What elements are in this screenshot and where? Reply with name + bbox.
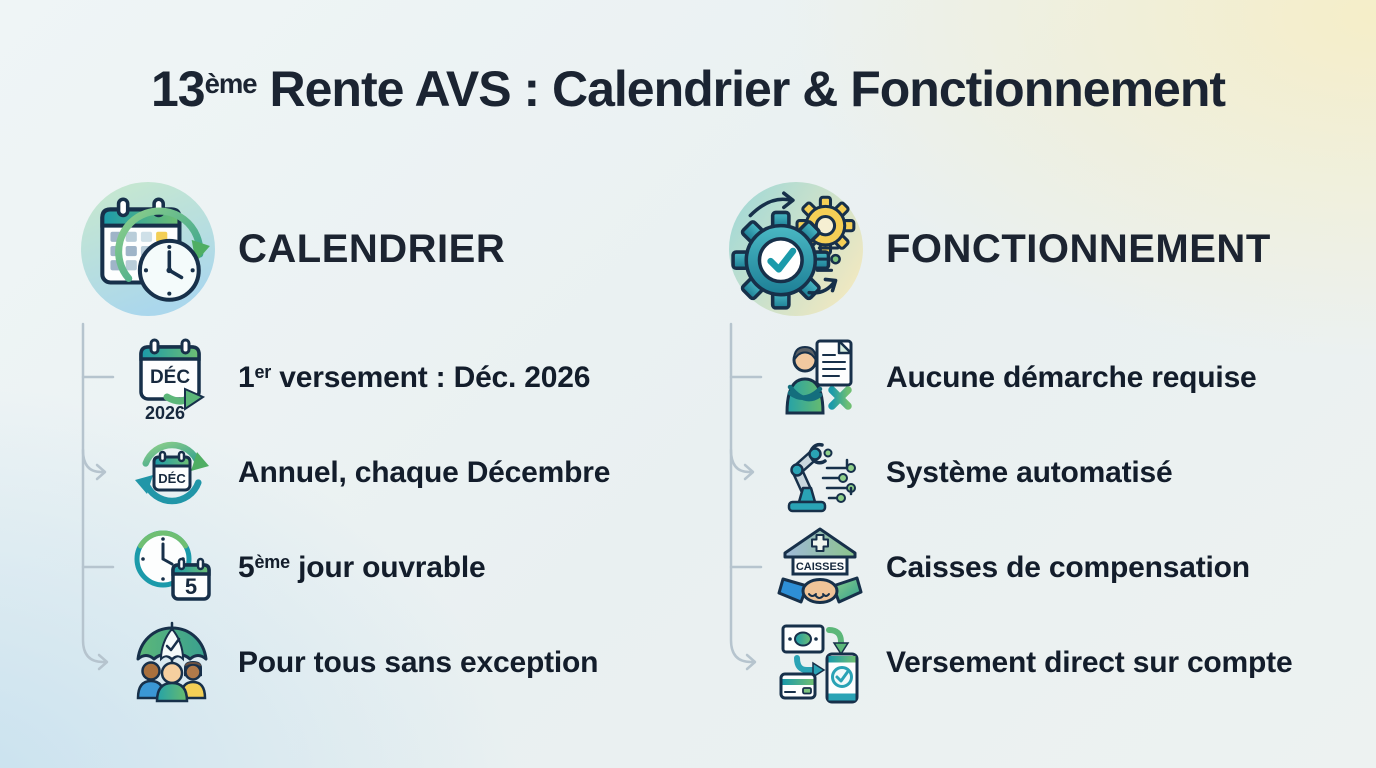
person-no-paperwork-icon [774, 333, 866, 423]
calendar-clock-icon [80, 181, 216, 317]
list-item-label: 1er versement : Déc. 2026 [238, 360, 591, 394]
column-calendrier [80, 180, 720, 720]
list-item-label: Caisses de compensation [886, 550, 1250, 584]
robot-arm-icon [774, 428, 866, 518]
list-item-versement-direct [728, 615, 1368, 710]
column-fonctionnement [728, 180, 1368, 720]
title-superscript: ème [204, 67, 257, 99]
fonctionnement-title: FONCTIONNEMENT [886, 226, 1271, 271]
icon-label-dec: DÉC [149, 366, 191, 388]
list-item-jour-ouvrable [80, 520, 720, 615]
list-item-versement [80, 330, 720, 425]
list-item-label: Aucune démarche requise [886, 360, 1257, 394]
list-item-annuel [80, 425, 720, 520]
title-number: 13 [150, 61, 205, 117]
list-item-aucune-demarche [728, 330, 1368, 425]
title-text: Rente AVS : Calendrier & Fonctionnement [256, 61, 1226, 117]
icon-label-caisses: CAISSES [795, 560, 845, 573]
page-title [0, 60, 1376, 118]
calendrier-rows [80, 330, 720, 710]
icon-label-2026: 2026 [144, 402, 186, 423]
clock-calendar-icon [126, 523, 218, 613]
list-item-label: Annuel, chaque Décembre [238, 455, 611, 489]
fonctionnement-header [728, 180, 1368, 318]
list-item-caisses [728, 520, 1368, 615]
list-item-pour-tous [80, 615, 720, 710]
list-item-label: Pour tous sans exception [238, 645, 599, 679]
gears-check-icon [728, 181, 864, 317]
umbrella-people-icon [126, 618, 218, 708]
list-item-label: 5ème jour ouvrable [238, 550, 486, 584]
list-item-label: Versement direct sur compte [886, 645, 1293, 679]
calendrier-header [80, 180, 720, 318]
calendar-dec-2026-icon [126, 333, 218, 423]
icon-label-5: 5 [184, 573, 198, 599]
calendrier-title: CALENDRIER [238, 226, 506, 271]
list-item-systeme-automatise [728, 425, 1368, 520]
list-item-label: Système automatisé [886, 455, 1173, 489]
icon-label-dec: DÉC [158, 470, 186, 486]
money-transfer-icon [774, 618, 866, 708]
recurring-calendar-icon [126, 428, 218, 518]
fonctionnement-rows [728, 330, 1368, 710]
handshake-caisses-icon [774, 523, 866, 613]
